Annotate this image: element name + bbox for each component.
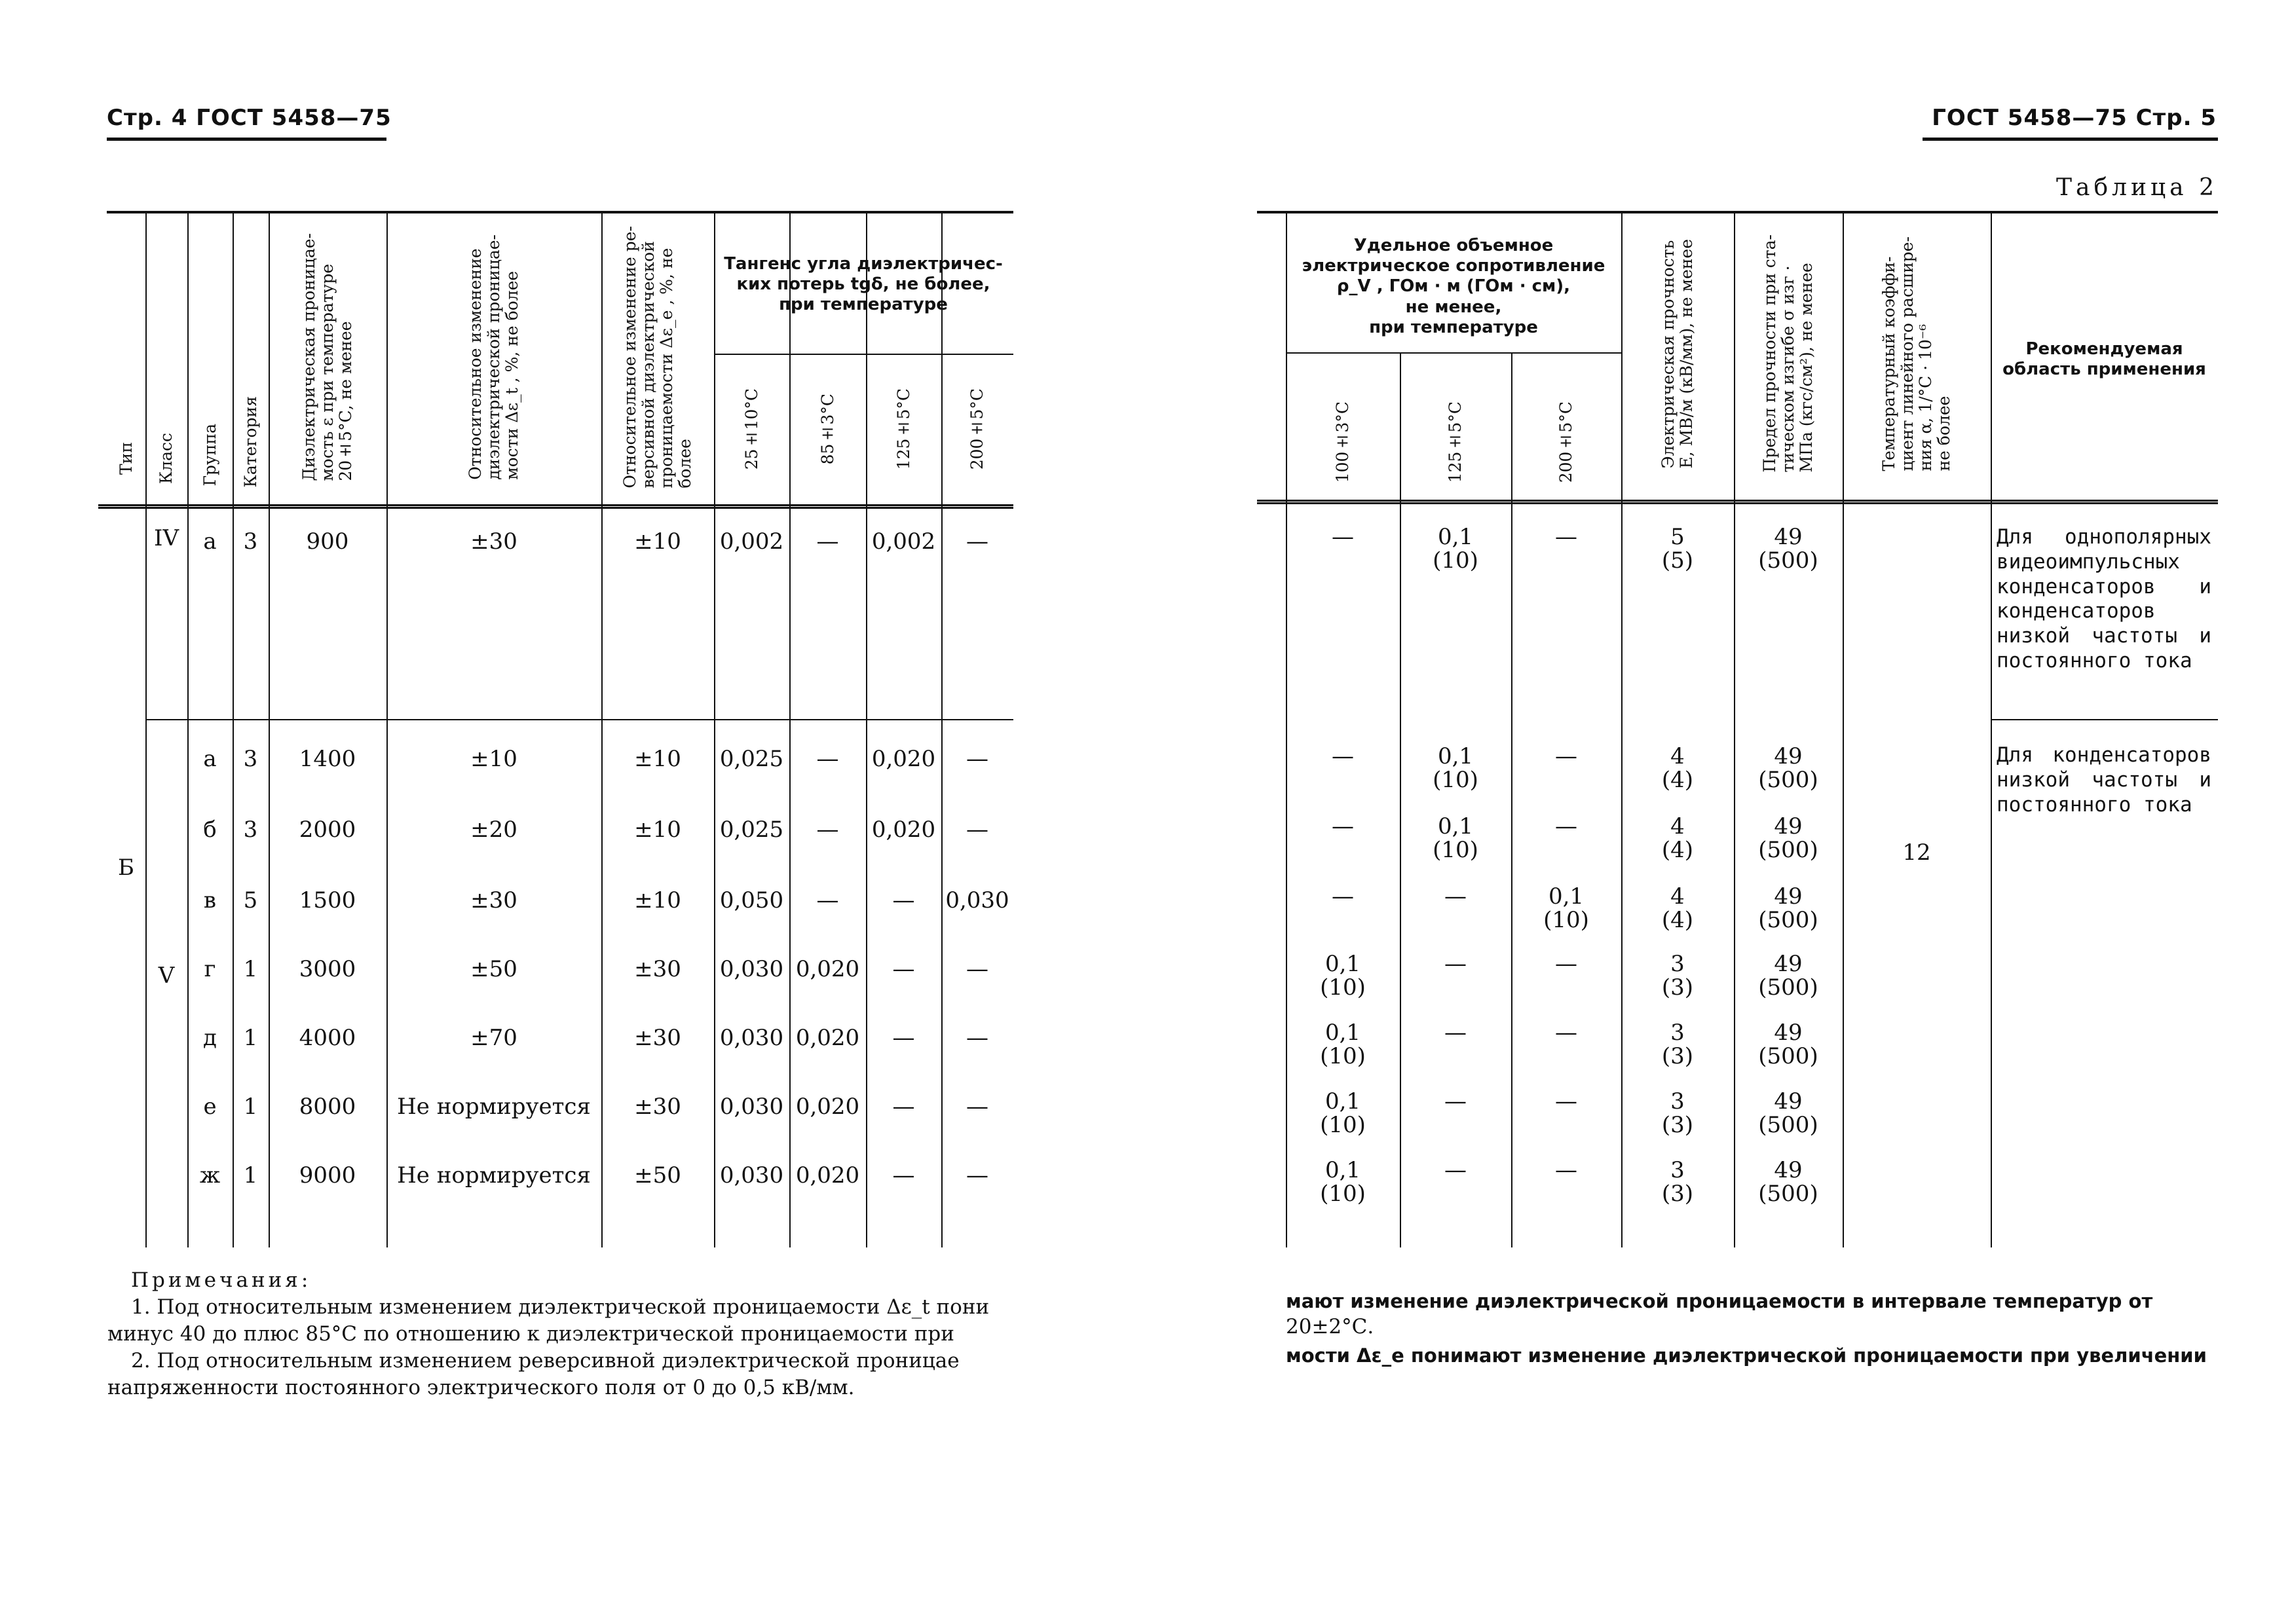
row-0-tg200: —	[966, 528, 988, 555]
row-1-tg85: —	[816, 746, 839, 772]
row-3-group: в	[203, 887, 217, 913]
row-5-bending: 49 (500)	[1758, 1020, 1818, 1069]
row-2-tg200: —	[966, 817, 988, 843]
right-page-header: ГОСТ 5458—75 Стр. 5	[1932, 105, 2217, 131]
col-strength-header	[1621, 216, 1734, 491]
row-7-permittivity: 9000	[299, 1162, 356, 1189]
row-0-category: 3	[243, 528, 258, 555]
row-2-tg25: 0,025	[719, 817, 784, 843]
row-4-tg25: 0,030	[719, 956, 784, 982]
row-5-group: д	[203, 1025, 217, 1051]
left-col-rule-2	[233, 211, 234, 1247]
row-5-strength: 3 (3)	[1661, 1020, 1694, 1069]
left-header-rule	[107, 138, 386, 141]
row-0-rel-change-t: ±30	[470, 528, 517, 555]
row-3-r100: —	[1332, 883, 1354, 910]
col-t25-header-text: 25±10°С	[741, 388, 761, 470]
row-4-group: г	[204, 956, 216, 982]
col-t85-header	[789, 360, 866, 498]
row-4-r125: —	[1444, 951, 1467, 977]
col-expansion-header	[1843, 216, 1991, 491]
row-5-r200: —	[1555, 1020, 1577, 1046]
row-3-permittivity: 1500	[299, 887, 356, 913]
left-tg-subrule	[714, 354, 1013, 355]
row-4-category: 1	[243, 956, 258, 982]
row-1-category: 3	[243, 746, 258, 772]
col-tg-group-header: Тангенс угла диэлектричес- ких потерь tgδ, не более, при температуре	[724, 254, 1003, 315]
row-6-r125: —	[1444, 1088, 1467, 1115]
right-header-rule	[1923, 138, 2218, 141]
row-2-bending: 49 (500)	[1758, 813, 1818, 863]
row-4-r200: —	[1555, 951, 1577, 977]
row-1-rel-change-e: ±10	[634, 746, 681, 772]
row-4-rel-change-e: ±30	[634, 956, 681, 982]
row-7-r125: —	[1444, 1157, 1467, 1183]
row-5-tg85: 0,020	[795, 1025, 860, 1051]
col-r125-header	[1400, 393, 1511, 491]
col-t200-header	[941, 360, 1013, 498]
row-1-rel-change-t: ±10	[470, 746, 517, 772]
expansion-value: 12	[1902, 840, 1931, 866]
row-2-permittivity: 2000	[299, 817, 356, 843]
row-6-rel-change-e: ±30	[634, 1094, 681, 1120]
right-resistivity-subrule	[1286, 352, 1621, 354]
row-7-strength: 3 (3)	[1661, 1157, 1694, 1207]
application-text-2: Для конденсаторов низкой частоты и постоянного тока	[1997, 743, 2211, 817]
col-resistivity-header: Удельное объемное электрическое сопротивление ρ_V , ГОм · м (ГОм · см), не менее, при температуре	[1302, 236, 1605, 337]
col-r100-header	[1286, 393, 1400, 491]
row-1-group: а	[203, 746, 217, 772]
col-r100-header-text: 100±3°С	[1333, 401, 1352, 483]
col-type-header-text: Тип	[116, 442, 136, 475]
col-category-header-text: Категория	[240, 396, 260, 488]
row-7-tg125: —	[892, 1162, 915, 1189]
row-0-strength: 5 (5)	[1661, 524, 1694, 574]
right-note-line-1: мают изменение диэлектрической проницаемости в интервале температур от	[1286, 1290, 2153, 1312]
row-5-rel-change-e: ±30	[634, 1025, 681, 1051]
row-0-tg25: 0,002	[719, 528, 784, 555]
row-7-tg200: —	[966, 1162, 988, 1189]
row-6-r100: 0,1 (10)	[1320, 1088, 1366, 1138]
row-2-group: б	[203, 817, 217, 843]
right-col-rule-0	[1286, 211, 1287, 1247]
col-r200-header	[1511, 393, 1621, 491]
row-2-category: 3	[243, 817, 258, 843]
row-6-permittivity: 8000	[299, 1094, 356, 1120]
row-0-class: IV	[154, 525, 179, 551]
row-4-rel-change-t: ±50	[470, 956, 517, 982]
right-table-header-rule	[1257, 500, 2218, 504]
row-4-strength: 3 (3)	[1661, 951, 1694, 1001]
col-bending-header-text: Предел прочности при ста- тическом изгибе σ изг · МПа (кгс/см²), не менее	[1760, 234, 1816, 473]
row-7-r200: —	[1555, 1157, 1577, 1183]
row-0-tg85: —	[816, 528, 839, 555]
row-0-group: а	[203, 528, 217, 555]
row-7-tg25: 0,030	[719, 1162, 784, 1189]
col-category-header	[233, 386, 269, 498]
left-col-rule-1	[187, 211, 189, 1247]
row-4-tg85: 0,020	[795, 956, 860, 982]
col-rel-change-t-header	[386, 216, 601, 498]
note-line-3: 2. Под относительным изменением реверсивной диэлектрической проницае	[131, 1348, 960, 1373]
col-t125-header	[866, 360, 941, 498]
row-1-tg25: 0,025	[719, 746, 784, 772]
col-rel-change-e-header	[601, 216, 714, 498]
row-1-tg200: —	[966, 746, 988, 772]
row-3-rel-change-t: ±30	[470, 887, 517, 913]
col-permittivity-header	[269, 216, 386, 498]
row-0-r200: —	[1555, 524, 1577, 550]
row-1-bending: 49 (500)	[1758, 743, 1818, 793]
col-rel-change-t-header-text: Относительное изменение диэлектрической проницае- мости Δε_t , %, не более	[466, 234, 521, 480]
row-0-r125: 0,1 (10)	[1433, 524, 1478, 574]
row-3-tg25: 0,050	[719, 887, 784, 913]
col-class-header	[145, 419, 187, 498]
row-7-rel-change-e: ±50	[634, 1162, 681, 1189]
notes-title: Примечания:	[131, 1268, 312, 1292]
row-6-strength: 3 (3)	[1661, 1088, 1694, 1138]
col-permittivity-header-text: Диэлектрическая проницае- мость ε при температуре 20±5°С, не менее	[299, 232, 355, 481]
row-7-bending: 49 (500)	[1758, 1157, 1818, 1207]
row-7-rel-change-t: Не нормируется	[397, 1162, 591, 1189]
row-6-rel-change-t: Не нормируется	[397, 1094, 591, 1120]
row-7-r100: 0,1 (10)	[1320, 1157, 1366, 1207]
row-2-rel-change-e: ±10	[634, 817, 681, 843]
application-text-1: Для однополярных видеоимпульсных конденсаторов и конденсаторов низкой частоты и постоянного тока	[1997, 525, 2211, 673]
row-2-tg125: 0,020	[871, 817, 936, 843]
row-3-category: 5	[243, 887, 258, 913]
left-col-rule-0	[145, 211, 147, 1247]
row-6-tg85: 0,020	[795, 1094, 860, 1120]
row-7-category: 1	[243, 1162, 258, 1189]
row-3-tg125: —	[892, 887, 915, 913]
row-4-tg125: —	[892, 956, 915, 982]
col-t125-header-text: 125±5°С	[893, 388, 913, 470]
row-6-tg200: —	[966, 1094, 988, 1120]
left-class-section-rule	[145, 719, 1013, 720]
table-label: Таблица 2	[2056, 174, 2218, 201]
row-2-tg85: —	[816, 817, 839, 843]
row-1-tg125: 0,020	[871, 746, 936, 772]
row-3-tg200: 0,030	[945, 887, 1009, 913]
right-page	[1145, 0, 2290, 1624]
col-strength-header-text: Электрическая прочность E, МВ/м (кВ/мм), не менее	[1659, 238, 1696, 469]
row-2-strength: 4 (4)	[1661, 813, 1694, 863]
row-0-permittivity: 900	[306, 528, 349, 555]
row-1-r100: —	[1332, 743, 1354, 769]
row-5-rel-change-t: ±70	[470, 1025, 517, 1051]
col-t200-header-text: 200±5°С	[967, 388, 986, 470]
col-r200-header-text: 200±5°С	[1556, 401, 1575, 483]
row-5-category: 1	[243, 1025, 258, 1051]
col-bending-header	[1734, 216, 1843, 491]
right-notes	[1286, 1289, 2207, 1368]
row-3-rel-change-e: ±10	[634, 887, 681, 913]
row-6-r200: —	[1555, 1088, 1577, 1115]
row-7-group: ж	[199, 1162, 221, 1189]
row-6-category: 1	[243, 1094, 258, 1120]
row-3-r125: —	[1444, 883, 1467, 910]
row-3-tg85: —	[816, 887, 839, 913]
row-1-r200: —	[1555, 743, 1577, 769]
col-r125-header-text: 125±5°С	[1446, 401, 1465, 483]
row-5-tg125: —	[892, 1025, 915, 1051]
left-notes	[107, 1267, 990, 1401]
row-5-permittivity: 4000	[299, 1025, 356, 1051]
left-page-header: Стр. 4 ГОСТ 5458—75	[107, 105, 392, 131]
row-3-strength: 4 (4)	[1661, 883, 1694, 933]
note-line-1: 1. Под относительным изменением диэлектрической проницаемости Δε_t пони	[131, 1295, 990, 1319]
row-0-r100: —	[1332, 524, 1354, 550]
row-4-tg200: —	[966, 956, 988, 982]
row-1-permittivity: 1400	[299, 746, 356, 772]
col-rel-change-e-header-text: Относительное изменение ре- версивной диэлектрической проницаемости Δε_e , %, не более	[620, 225, 694, 489]
row-4-bending: 49 (500)	[1758, 951, 1818, 1001]
right-note-line-3: мости Δε_e понимают изменение диэлектрической проницаемости при увеличении	[1286, 1344, 2207, 1367]
row-6-tg125: —	[892, 1094, 915, 1120]
row-0-bending: 49 (500)	[1758, 524, 1818, 574]
row-6-bending: 49 (500)	[1758, 1088, 1818, 1138]
row-6-group: е	[203, 1094, 217, 1120]
row-4-permittivity: 3000	[299, 956, 356, 982]
row-1-r125: 0,1 (10)	[1433, 743, 1478, 793]
row-4-class: V	[158, 963, 175, 989]
row-5-r100: 0,1 (10)	[1320, 1020, 1366, 1069]
row-3-r200: 0,1 (10)	[1543, 883, 1589, 933]
type-cell: Б	[118, 855, 134, 881]
row-5-r125: —	[1444, 1020, 1467, 1046]
note-line-2: минус 40 до плюс 85°С по отношению к диэлектрической проницаемости при	[107, 1321, 954, 1346]
col-application-header: Рекомендуемая область применения	[2002, 339, 2206, 380]
col-t85-header-text: 85±3°С	[817, 393, 837, 465]
row-2-r100: —	[1332, 813, 1354, 840]
col-t25-header	[714, 360, 789, 498]
row-2-r125: 0,1 (10)	[1433, 813, 1478, 863]
right-table-top-rule	[1257, 211, 2218, 213]
right-note-line-2: 20±2°С.	[1286, 1315, 1374, 1339]
col-class-header-text: Класс	[157, 432, 176, 485]
note-line-4: напряженности постоянного электрического поля от 0 до 0,5 кВ/мм.	[107, 1375, 855, 1399]
row-4-r100: 0,1 (10)	[1320, 951, 1366, 1001]
row-3-bending: 49 (500)	[1758, 883, 1818, 933]
col-expansion-header-text: Температурный коэффи- циент линейного расшире- ния α, 1/°С · 10⁻⁶ не более	[1879, 236, 1953, 471]
row-7-tg85: 0,020	[795, 1162, 860, 1189]
row-2-rel-change-t: ±20	[470, 817, 517, 843]
left-table-header-rule	[98, 504, 1013, 509]
row-0-tg125: 0,002	[871, 528, 936, 555]
col-type-header	[107, 419, 145, 498]
left-table-top-rule	[107, 211, 1013, 213]
row-1-strength: 4 (4)	[1661, 743, 1694, 793]
row-6-tg25: 0,030	[719, 1094, 784, 1120]
row-5-tg200: —	[966, 1025, 988, 1051]
row-2-r200: —	[1555, 813, 1577, 840]
col-group-header-text: Группа	[200, 424, 219, 487]
row-5-tg25: 0,030	[719, 1025, 784, 1051]
col-group-header	[187, 413, 233, 498]
right-application-rule	[1991, 719, 2218, 720]
row-0-rel-change-e: ±10	[634, 528, 681, 555]
